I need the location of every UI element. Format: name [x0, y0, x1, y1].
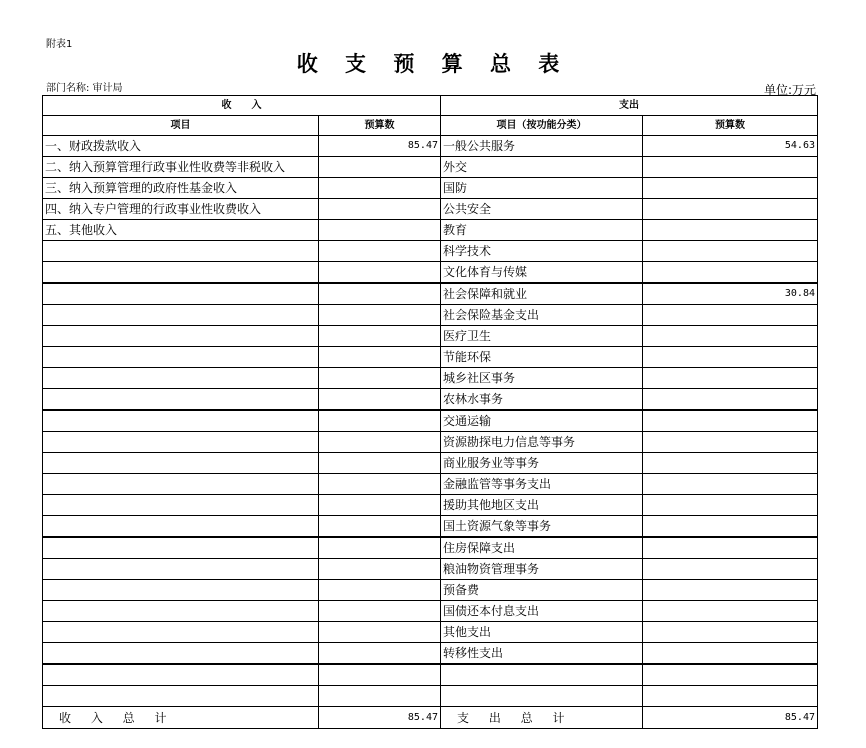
table-row: [43, 136, 818, 157]
income-item-cell: [43, 283, 319, 305]
income-item-cell: 四、纳入专户管理的行政事业性收费收入: [43, 199, 319, 220]
table-row: [43, 432, 818, 453]
expense-amount-cell: [643, 622, 818, 643]
income-amount-cell: [319, 453, 441, 474]
section-header-row: [43, 96, 818, 116]
expense-item-cell: 交通运输: [441, 410, 643, 432]
table-row: [43, 389, 818, 411]
expense-item-cell: 援助其他地区支出: [441, 495, 643, 516]
expense-item-cell: 科学技术: [441, 241, 643, 262]
table-row: [43, 305, 818, 326]
table-row: [43, 601, 818, 622]
expense-item-cell: 公共安全: [441, 199, 643, 220]
expense-amount-cell: [643, 157, 818, 178]
expense-amount-cell: [643, 664, 818, 686]
expense-amount-cell: [643, 326, 818, 347]
income-item-column-header: 项目: [43, 116, 319, 136]
column-header-row: [43, 116, 818, 136]
expense-amount-cell: [643, 241, 818, 262]
table-row: [43, 559, 818, 580]
income-amount-cell: [319, 516, 441, 538]
expense-amount-cell: [643, 601, 818, 622]
expense-item-cell: [441, 664, 643, 686]
total-row: [43, 707, 818, 729]
expense-amount-cell: [643, 686, 818, 707]
income-section-header: 收 入: [43, 96, 441, 116]
table-row: [43, 643, 818, 665]
expense-amount-cell: [643, 389, 818, 411]
expense-amount-cell: [643, 199, 818, 220]
income-amount-cell: [319, 495, 441, 516]
expense-amount-cell: [643, 537, 818, 559]
income-item-cell: [43, 622, 319, 643]
table-row: [43, 474, 818, 495]
expense-item-cell: [441, 686, 643, 707]
income-amount-cell: [319, 178, 441, 199]
expense-item-cell: 粮油物资管理事务: [441, 559, 643, 580]
expense-amount-cell: [643, 220, 818, 241]
expense-item-cell: 预备费: [441, 580, 643, 601]
expense-amount-cell: [643, 410, 818, 432]
income-item-cell: [43, 241, 319, 262]
expense-item-cell: 外交: [441, 157, 643, 178]
expense-amount-cell: [643, 262, 818, 284]
income-item-cell: [43, 368, 319, 389]
budget-table: [42, 95, 818, 729]
income-item-cell: 一、财政拨款收入: [43, 136, 319, 157]
income-item-cell: 五、其他收入: [43, 220, 319, 241]
income-amount-cell: [319, 199, 441, 220]
table-row: [43, 199, 818, 220]
expense-amount-cell: [643, 432, 818, 453]
income-item-cell: [43, 601, 319, 622]
income-amount-cell: [319, 686, 441, 707]
income-item-cell: [43, 474, 319, 495]
expense-amount-cell: [643, 559, 818, 580]
income-item-cell: [43, 559, 319, 580]
income-amount-cell: [319, 474, 441, 495]
expense-item-cell: 社会保障和就业: [441, 283, 643, 305]
income-total-amount: 85.47: [319, 707, 441, 729]
expense-item-cell: 节能环保: [441, 347, 643, 368]
expense-amount-cell: [643, 495, 818, 516]
table-row: [43, 516, 818, 538]
income-amount-cell: [319, 432, 441, 453]
income-amount-cell: [319, 601, 441, 622]
expense-item-cell: 医疗卫生: [441, 326, 643, 347]
attachment-note: 附表1: [46, 39, 73, 50]
expense-item-cell: 社会保险基金支出: [441, 305, 643, 326]
income-amount-cell: 85.47: [319, 136, 441, 157]
income-amount-cell: [319, 368, 441, 389]
table-row: [43, 326, 818, 347]
income-amount-cell: [319, 283, 441, 305]
expense-amount-cell: [643, 516, 818, 538]
expense-item-cell: 金融监管等事务支出: [441, 474, 643, 495]
table-row: [43, 283, 818, 305]
expense-item-cell: 资源勘探电力信息等事务: [441, 432, 643, 453]
income-item-cell: [43, 537, 319, 559]
income-item-cell: [43, 495, 319, 516]
income-item-cell: [43, 410, 319, 432]
income-item-cell: [43, 432, 319, 453]
income-amount-cell: [319, 347, 441, 368]
income-item-cell: [43, 686, 319, 707]
expense-amount-cell: [643, 305, 818, 326]
table-row: [43, 220, 818, 241]
expense-amount-cell: [643, 643, 818, 665]
department-label: 部门名称: 审计局: [46, 83, 123, 94]
income-item-cell: [43, 347, 319, 368]
income-item-cell: [43, 516, 319, 538]
income-amount-cell: [319, 664, 441, 686]
table-row: [43, 368, 818, 389]
page-title: 收 支 预 算 总 表: [296, 51, 570, 76]
expense-item-cell: 国土资源气象等事务: [441, 516, 643, 538]
expense-amount-cell: [643, 368, 818, 389]
table-row: [43, 537, 818, 559]
table-row: [43, 178, 818, 199]
income-amount-cell: [319, 559, 441, 580]
income-item-cell: [43, 262, 319, 284]
expense-amount-cell: [643, 580, 818, 601]
expense-item-cell: 国防: [441, 178, 643, 199]
unit-label: 单位:万元: [763, 83, 816, 97]
expense-total-amount: 85.47: [643, 707, 818, 729]
expense-item-cell: 其他支出: [441, 622, 643, 643]
expense-amount-cell: 30.84: [643, 283, 818, 305]
table-row: [43, 347, 818, 368]
expense-item-cell: 住房保障支出: [441, 537, 643, 559]
income-amount-cell: [319, 643, 441, 665]
table-row: [43, 410, 818, 432]
expense-section-header: 支出: [441, 96, 818, 116]
expense-amount-cell: [643, 474, 818, 495]
income-amount-cell: [319, 389, 441, 411]
expense-item-cell: 文化体育与传媒: [441, 262, 643, 284]
income-amount-cell: [319, 326, 441, 347]
expense-amount-cell: 54.63: [643, 136, 818, 157]
expense-amount-cell: [643, 453, 818, 474]
income-amount-cell: [319, 580, 441, 601]
expense-amount-column-header: 预算数: [643, 116, 818, 136]
income-amount-column-header: 预算数: [319, 116, 441, 136]
table-row: [43, 495, 818, 516]
income-amount-cell: [319, 157, 441, 178]
budget-table-body: [43, 96, 818, 729]
expense-item-cell: 一般公共服务: [441, 136, 643, 157]
income-amount-cell: [319, 220, 441, 241]
table-row: [43, 686, 818, 707]
income-item-cell: 二、纳入预算管理行政事业性收费等非税收入: [43, 157, 319, 178]
table-row: [43, 664, 818, 686]
expense-item-cell: 国债还本付息支出: [441, 601, 643, 622]
expense-item-cell: 农林水事务: [441, 389, 643, 411]
table-row: [43, 453, 818, 474]
income-item-cell: [43, 326, 319, 347]
income-total-label: 收 入 总 计: [43, 707, 319, 729]
income-amount-cell: [319, 262, 441, 284]
income-item-cell: [43, 453, 319, 474]
income-item-cell: [43, 389, 319, 411]
income-item-cell: [43, 643, 319, 665]
expense-amount-cell: [643, 347, 818, 368]
income-item-cell: [43, 305, 319, 326]
expense-total-label: 支 出 总 计: [441, 707, 643, 729]
income-amount-cell: [319, 622, 441, 643]
table-row: [43, 580, 818, 601]
income-item-cell: [43, 664, 319, 686]
expense-item-column-header: 项目（按功能分类）: [441, 116, 643, 136]
income-amount-cell: [319, 537, 441, 559]
expense-item-cell: 城乡社区事务: [441, 368, 643, 389]
income-item-cell: 三、纳入预算管理的政府性基金收入: [43, 178, 319, 199]
income-amount-cell: [319, 410, 441, 432]
table-row: [43, 241, 818, 262]
income-amount-cell: [319, 241, 441, 262]
expense-item-cell: 教育: [441, 220, 643, 241]
table-row: [43, 262, 818, 284]
expense-item-cell: 转移性支出: [441, 643, 643, 665]
income-amount-cell: [319, 305, 441, 326]
expense-amount-cell: [643, 178, 818, 199]
income-item-cell: [43, 580, 319, 601]
table-row: [43, 157, 818, 178]
expense-item-cell: 商业服务业等事务: [441, 453, 643, 474]
table-row: [43, 622, 818, 643]
